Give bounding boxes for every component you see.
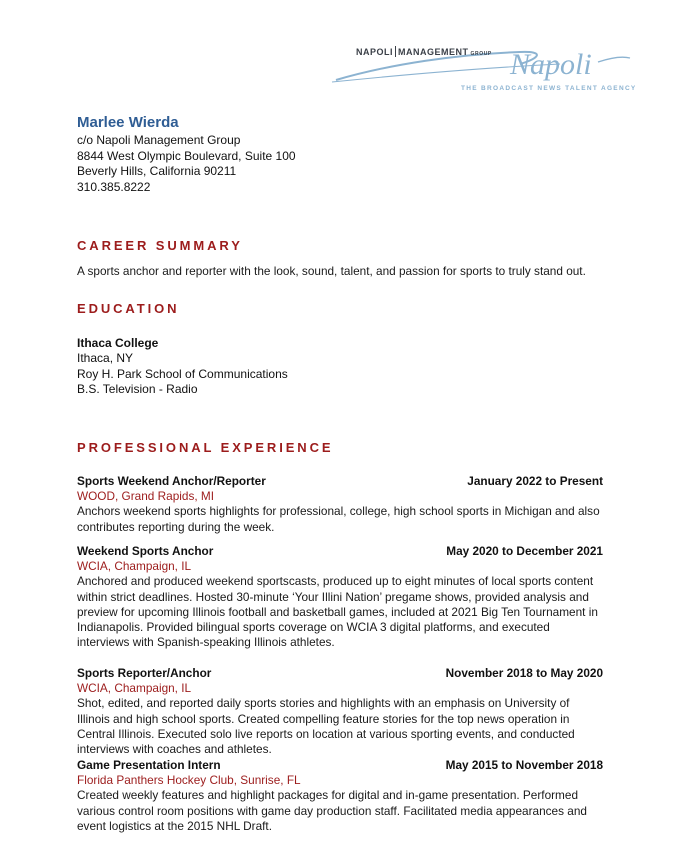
job-dates: November 2018 to May 2020 bbox=[445, 666, 603, 680]
job-company: WCIA, Champaign, IL bbox=[77, 681, 192, 696]
logo-swoosh bbox=[330, 34, 640, 84]
agency-logo bbox=[330, 34, 640, 96]
logo-tagline: THE BROADCAST NEWS TALENT AGENCY bbox=[461, 85, 637, 92]
job-title: Game Presentation Intern bbox=[77, 758, 221, 772]
contact-phone: 310.385.8222 bbox=[77, 179, 151, 194]
education-department: Roy H. Park School of Communications bbox=[77, 366, 288, 381]
logo-name-right: MANAGEMENT bbox=[398, 47, 469, 57]
career-summary-text: A sports anchor and reporter with the look, sound, talent, and passion for sports to truly stand out. bbox=[77, 264, 586, 278]
logo-group: GROUP bbox=[470, 51, 492, 57]
job-company: Florida Panthers Hockey Club, Sunrise, FL bbox=[77, 773, 301, 788]
job-entry bbox=[77, 666, 603, 757]
education-location: Ithaca, NY bbox=[77, 351, 134, 366]
job-description: Created weekly features and highlight packages for digital and in-game presentation. Performed various control room positions with game day production staff. Facilitated media appearances and event logistics at the 2015 NHL Draft. bbox=[77, 788, 587, 833]
job-title: Sports Weekend Anchor/Reporter bbox=[77, 474, 266, 488]
job-dates: January 2022 to Present bbox=[467, 474, 603, 488]
logo-wordmark bbox=[356, 46, 492, 57]
job-dates: May 2020 to December 2021 bbox=[446, 544, 603, 558]
job-entry bbox=[77, 544, 603, 650]
job-entry bbox=[77, 758, 603, 834]
logo-name-left: NAPOLI bbox=[356, 47, 394, 57]
logo-script: Napoli bbox=[510, 48, 592, 81]
job-entry bbox=[77, 474, 603, 535]
contact-line-3: Beverly Hills, California 90211 bbox=[77, 164, 237, 178]
candidate-name: Marlee Wierda bbox=[77, 114, 179, 131]
contact-block bbox=[77, 114, 296, 195]
contact-line-2: 8844 West Olympic Boulevard, Suite 100 bbox=[77, 148, 296, 163]
job-company: WCIA, Champaign, IL bbox=[77, 559, 192, 574]
job-description: Anchors weekend sports highlights for professional, college, high school sports in Michigan and also contributes reporting during the week. bbox=[77, 504, 600, 534]
job-dates: May 2015 to November 2018 bbox=[445, 758, 603, 772]
career-summary-heading: CAREER SUMMARY bbox=[77, 238, 243, 253]
job-description: Shot, edited, and reported daily sports stories and highlights with an emphasis on University of Illinois and high school sports. Created compelling feature stories for the top news operation in Central Illinois. Executed solo live reports on location at various sporting events, and conducted interviews with coaches and athletes. bbox=[77, 696, 575, 757]
education-degree: B.S. Television - Radio bbox=[77, 382, 198, 397]
education-block bbox=[77, 336, 288, 398]
education-heading: EDUCATION bbox=[77, 301, 180, 316]
job-company: WOOD, Grand Rapids, MI bbox=[77, 489, 215, 504]
experience-heading: PROFESSIONAL EXPERIENCE bbox=[77, 440, 334, 455]
job-description: Anchored and produced weekend sportscasts, produced up to eight minutes of local sports content within strict deadlines. Hosted 30-minute ‘Your Illini Nation’ pregame shows, provided analysis and preview for upcoming Illinois football and basketball games, included at 2021 Big Ten Tournament in Indianapolis. Provided bilingual sports coverage on WCIA 3 digital platforms, and executed interviews with Spanish-speaking Illinois athletes. bbox=[77, 574, 598, 650]
job-title: Weekend Sports Anchor bbox=[77, 544, 214, 558]
contact-line-1: c/o Napoli Management Group bbox=[77, 133, 241, 147]
education-school: Ithaca College bbox=[77, 336, 159, 350]
logo-divider bbox=[395, 46, 396, 57]
job-title: Sports Reporter/Anchor bbox=[77, 666, 212, 680]
